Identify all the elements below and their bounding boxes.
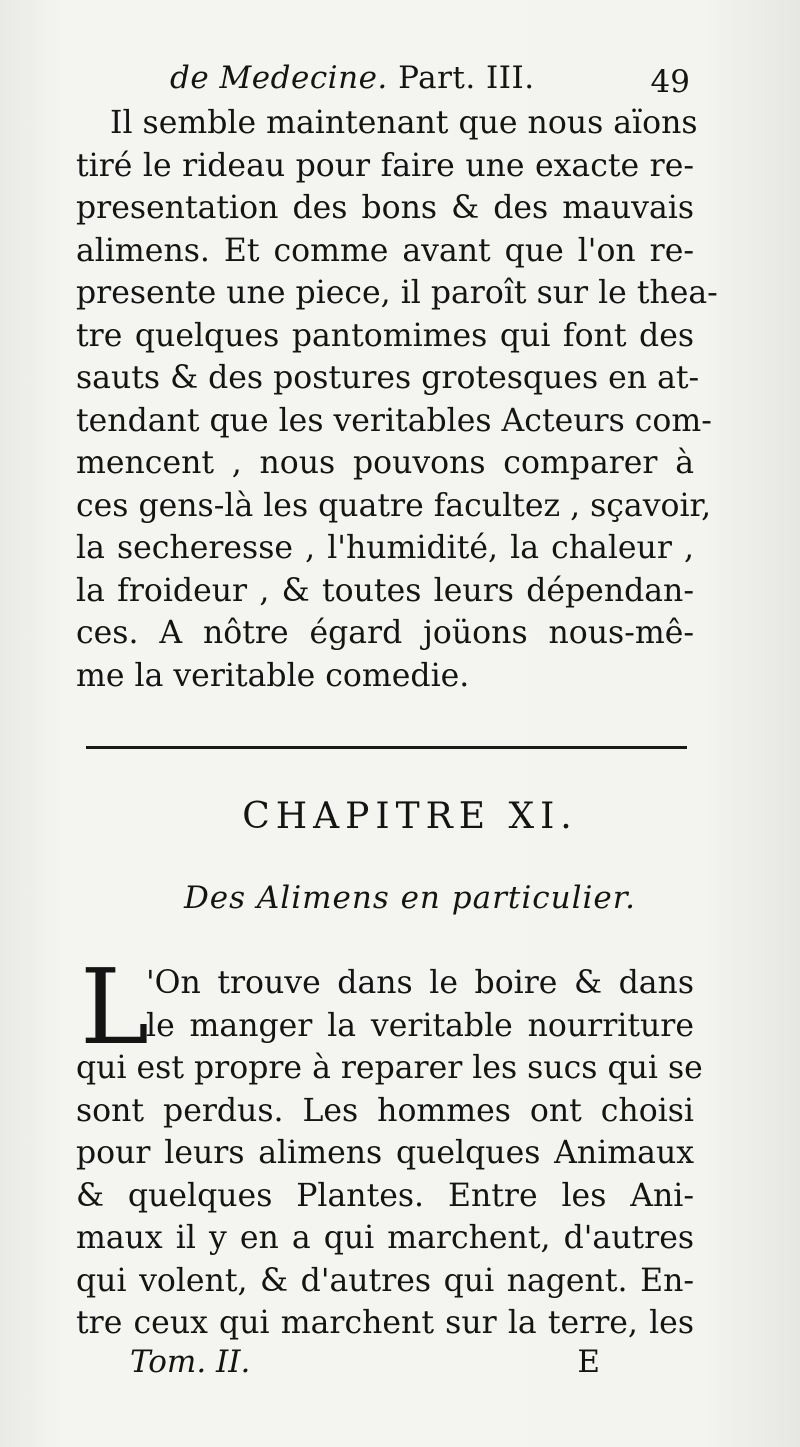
chapter-title: CHAPITRE XI. — [242, 796, 578, 837]
text-line: qui volent, & d'autres qui nagent. En- — [76, 1262, 694, 1299]
text-line: sauts & des postures grotesques en at- — [76, 360, 700, 396]
text-line: qui est propre à reparer les sucs qui se — [76, 1050, 703, 1086]
text-line: tiré le rideau pour faire une exacte re- — [76, 147, 694, 184]
text-line: tre ceux qui marchent sur la terre, les — [76, 1305, 694, 1341]
text-line: la secheresse , l'humidité, la chaleur , — [76, 530, 694, 566]
text-line: la froideur , & toutes leurs dépendan- — [76, 572, 694, 609]
text-line: presentation des bons & des mauvais — [76, 190, 694, 226]
text-line: & quelques Plantes. Entre les Ani- — [76, 1177, 694, 1214]
text-line: alimens. Et comme avant que l'on re- — [76, 232, 694, 269]
paragraph-2 — [76, 946, 703, 1345]
running-title-roman: Part. III. — [387, 60, 535, 96]
text-line: me la veritable comedie. — [76, 657, 470, 694]
text-line: sont perdus. Les hommes ont choisi — [76, 1092, 694, 1129]
text-line: le manger la veritable nourriture — [146, 1007, 694, 1044]
volume-signature: Tom. II. — [130, 1344, 251, 1380]
section-divider-rule — [86, 746, 687, 749]
text-line: maux il y en a qui marchent, d'autres — [76, 1220, 694, 1256]
text-line: mencent , nous pouvons comparer à — [76, 445, 694, 481]
page-number: 49 — [650, 64, 690, 100]
text-line: tendant que les veritables Acteurs com- — [76, 402, 712, 439]
text-line: 'On trouve dans le boire & dans — [146, 965, 694, 1001]
text-line: ces. A nôtre égard joüons nous-mê- — [76, 615, 694, 651]
text-line: pour leurs alimens quelques Animaux — [76, 1135, 694, 1171]
text-line: Il semble maintenant que nous aïons — [110, 105, 698, 141]
running-title — [170, 60, 535, 96]
running-title-italic: de Medecine. — [170, 60, 388, 96]
text-line: tre quelques pantomimes qui font des — [76, 317, 694, 354]
text-line: presente une piece, il paroît sur le thea- — [76, 275, 718, 311]
paragraph-1 — [76, 102, 718, 697]
chapter-subtitle: Des Alimens en particulier. — [183, 880, 637, 916]
drop-cap: L — [80, 946, 150, 1068]
sheet-signature-mark: E — [577, 1344, 600, 1380]
text-line: ces gens-là les quatre facultez , sçavoir, — [76, 487, 712, 524]
